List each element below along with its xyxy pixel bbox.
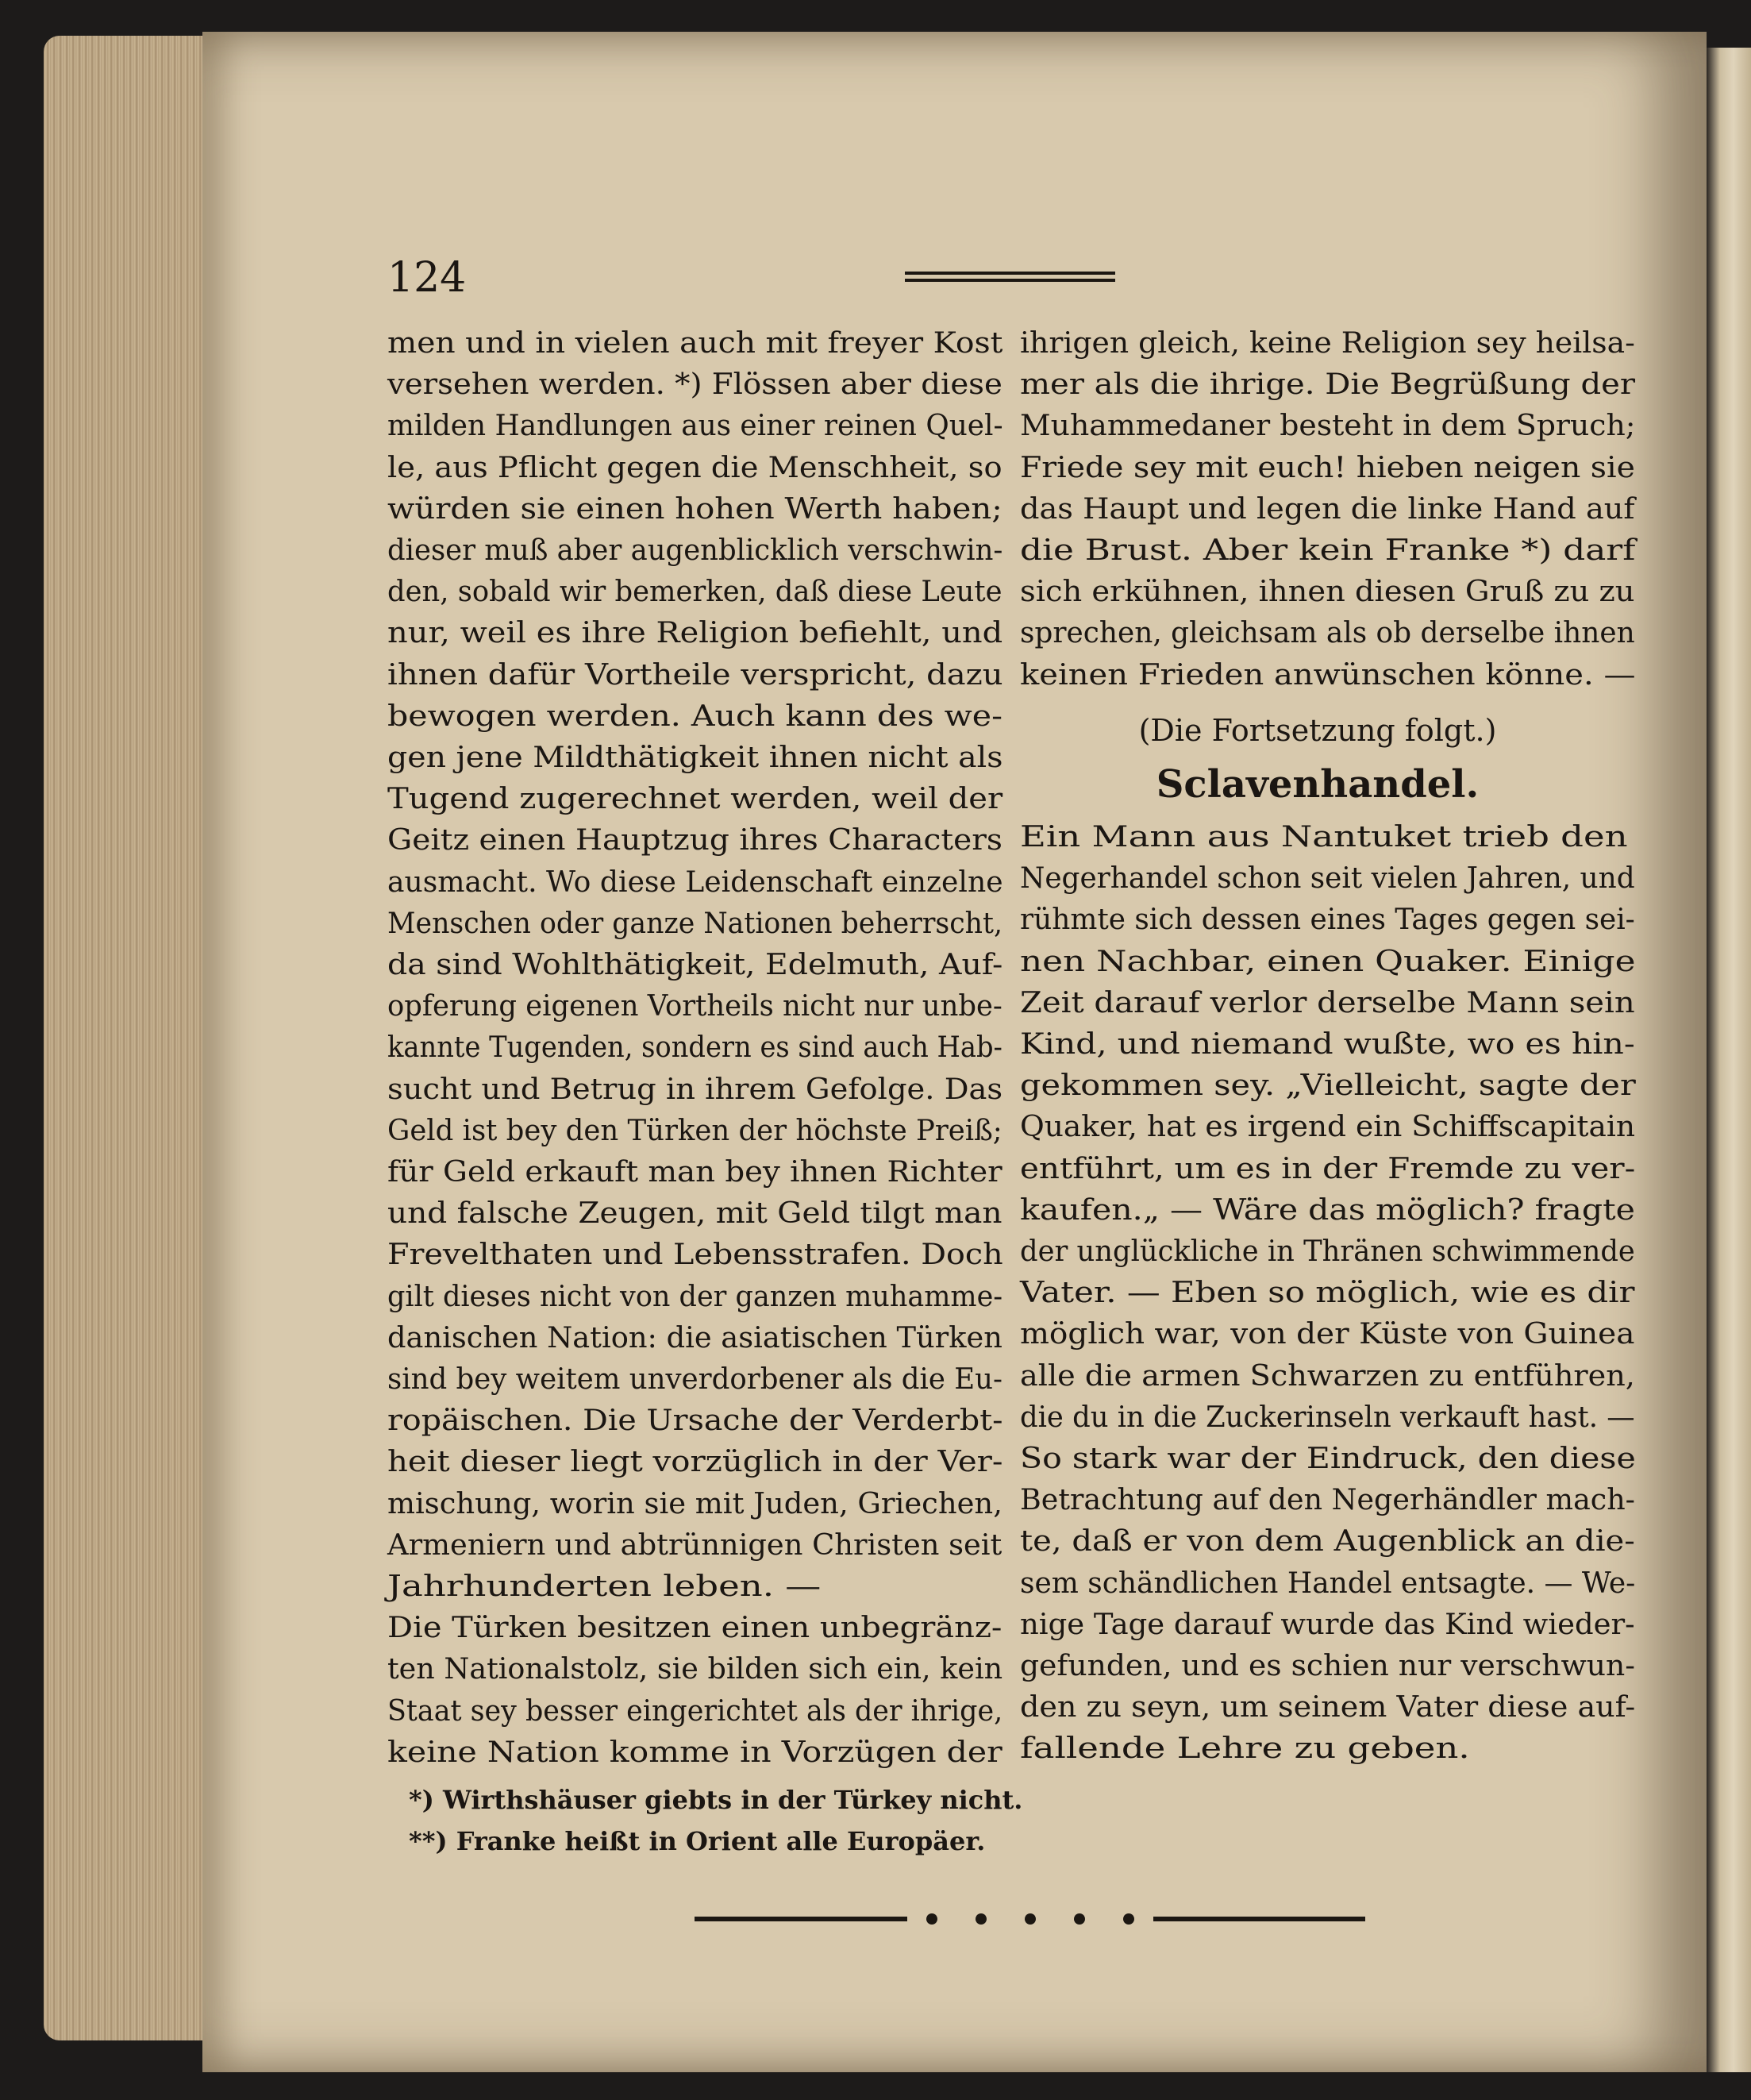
text-line: heit dieser liegt vorzüglich in der Ver- bbox=[387, 1446, 1003, 1479]
text-line: Die Türken besitzen einen unbegränz- bbox=[387, 1612, 1002, 1645]
text-line: men und in vielen auch mit freyer Kost bbox=[387, 327, 1003, 360]
text-line: alle die armen Schwarzen zu entführen, bbox=[1020, 1359, 1635, 1393]
text-line: keinen Frieden anwünschen könne. — bbox=[1020, 658, 1636, 692]
text-line: gen jene Mildthätigkeit ihnen nicht als bbox=[387, 742, 1003, 774]
text-line: gekommen sey. „Vielleicht, sagte der bbox=[1020, 1069, 1636, 1103]
text-line: Vater. — Eben so möglich, wie es dir bbox=[1020, 1277, 1635, 1310]
text-line: Geld ist bey den Türken der höchste Preiß; bbox=[387, 1114, 1002, 1147]
text-line: sich erkühnen, ihnen diesen Gruß zu zu bbox=[1020, 576, 1635, 609]
text-line: Zeit darauf verlor derselbe Mann sein bbox=[1020, 986, 1635, 1019]
text-line: Ein Mann aus Nantuket trieb den bbox=[1020, 821, 1628, 853]
footnote-1: *) Wirthshäuser giebts in der Türkey nicht. bbox=[409, 1785, 1023, 1815]
text-line: den, sobald wir bemerken, daß diese Leute bbox=[387, 576, 1002, 609]
text-line: die du in die Zuckerinseln verkauft hast. — bbox=[1020, 1401, 1635, 1434]
text-line: sem schändlichen Handel entsagte. — We- bbox=[1020, 1566, 1636, 1600]
text-line: den zu seyn, um seinem Vater diese auf- bbox=[1020, 1691, 1636, 1724]
text-line: nige Tage darauf wurde das Kind wieder- bbox=[1020, 1608, 1635, 1641]
text-line: der unglückliche in Thränen schwimmende bbox=[1020, 1235, 1635, 1268]
text-line: ropäischen. Die Ursache der Verderbt- bbox=[387, 1404, 1003, 1438]
text-line: kaufen.„ — Wäre das möglich? fragte bbox=[1020, 1193, 1635, 1227]
text-line: Friede sey mit euch! hieben neigen sie bbox=[1020, 451, 1635, 484]
text-line: würden sie einen hohen Werth haben; bbox=[387, 492, 1002, 526]
text-line: ausmacht. Wo diese Leidenschaft einzelne bbox=[387, 865, 1003, 899]
text-line: sucht und Betrug in ihrem Gefolge. Das bbox=[387, 1073, 1003, 1106]
text-line: Kind, und niemand wußte, wo es hin- bbox=[1020, 1028, 1635, 1061]
text-line: ihnen dafür Vortheile verspricht, dazu bbox=[387, 658, 1003, 692]
text-line: Geitz einen Hauptzug ihres Characters bbox=[387, 824, 1002, 857]
text-line: mischung, worin sie mit Juden, Griechen, bbox=[387, 1487, 1002, 1520]
text-line: te, daß er von dem Augenblick an die- bbox=[1020, 1525, 1635, 1559]
text-line: milden Handlungen aus einer reinen Quel- bbox=[387, 410, 1003, 443]
end-ornament bbox=[695, 1913, 1365, 1925]
text-line: Muhammedaner besteht in dem Spruch; bbox=[1020, 410, 1636, 443]
text-line: Negerhandel schon seit vielen Jahren, und bbox=[1020, 862, 1635, 896]
text-line: nur, weil es ihre Religion befiehlt, und bbox=[387, 617, 1003, 650]
text-line: fallende Lehre zu geben. bbox=[1020, 1732, 1470, 1766]
text-line: kannte Tugenden, sondern es sind auch Hab- bbox=[387, 1031, 1002, 1065]
text-line: le, aus Pflicht gegen die Menschheit, so bbox=[387, 451, 1002, 484]
page-stack-edge bbox=[44, 36, 226, 2040]
text-line: da sind Wohlthätigkeit, Edelmuth, Auf- bbox=[387, 949, 1003, 981]
header-rule bbox=[905, 272, 1115, 275]
text-line: bewogen werden. Auch kann des we- bbox=[387, 699, 1002, 733]
text-line: keine Nation komme in Vorzügen der bbox=[387, 1736, 1002, 1769]
text-line: mer als die ihrige. Die Begrüßung der bbox=[1020, 368, 1636, 402]
book-gutter bbox=[1707, 48, 1751, 2072]
text-line: sind bey weitem unverdorbener als die Eu- bbox=[387, 1363, 1003, 1396]
text-line: und falsche Zeugen, mit Geld tilgt man bbox=[387, 1197, 1002, 1231]
page-number: 124 bbox=[387, 254, 467, 302]
text-line: Tugend zugerechnet werden, weil der bbox=[387, 783, 1003, 816]
text-line: gilt dieses nicht von der ganzen muhamme- bbox=[387, 1280, 1003, 1313]
text-line: die Brust. Aber kein Franke *) darf bbox=[1020, 534, 1636, 567]
text-line: das Haupt und legen die linke Hand auf bbox=[1020, 492, 1635, 526]
text-line: nen Nachbar, einen Quaker. Einige bbox=[1020, 945, 1636, 978]
text-line: möglich war, von der Küste von Guinea bbox=[1020, 1318, 1635, 1351]
text-line: sprechen, gleichsam als ob derselbe ihnen bbox=[1020, 617, 1635, 650]
text-line: dieser muß aber augenblicklich verschwin- bbox=[387, 534, 1003, 567]
footnote-2: **) Franke heißt in Orient alle Europäer. bbox=[409, 1826, 986, 1856]
continued-note: (Die Fortsetzung folgt.) bbox=[1138, 713, 1497, 748]
text-line: Staat sey besser eingerichtet als der ihrige, bbox=[387, 1694, 1003, 1728]
text-line: versehen werden. *) Flössen aber diese bbox=[387, 368, 1002, 402]
text-line: danischen Nation: die asiatischen Türken bbox=[387, 1321, 1002, 1354]
text-line: gefunden, und es schien nur verschwun- bbox=[1020, 1650, 1635, 1682]
text-line: Quaker, hat es irgend ein Schiffscapitain bbox=[1020, 1111, 1636, 1144]
article-title: Sclavenhandel. bbox=[1156, 762, 1480, 807]
text-line: entführt, um es in der Fremde zu ver- bbox=[1020, 1152, 1636, 1185]
text-line: Betrachtung auf den Negerhändler mach- bbox=[1020, 1484, 1635, 1517]
text-line: Frevelthaten und Lebensstrafen. Doch bbox=[387, 1239, 1003, 1272]
text-line: für Geld erkauft man bey ihnen Richter bbox=[387, 1156, 1002, 1189]
text-line: rühmte sich dessen eines Tages gegen sei- bbox=[1020, 904, 1635, 937]
text-line: ten Nationalstolz, sie bilden sich ein, kein bbox=[387, 1653, 1003, 1686]
text-line: Menschen oder ganze Nationen beherrscht, bbox=[387, 907, 1002, 940]
text-line: Armeniern und abtrünnigen Christen seit bbox=[387, 1528, 1002, 1562]
text-line: So stark war der Eindruck, den diese bbox=[1020, 1443, 1636, 1475]
text-line: opferung eigenen Vortheils nicht nur unbe- bbox=[387, 990, 1002, 1023]
text-line: Jahrhunderten leben. — bbox=[387, 1570, 822, 1603]
text-line: ihrigen gleich, keine Religion sey heilsa- bbox=[1020, 327, 1635, 360]
